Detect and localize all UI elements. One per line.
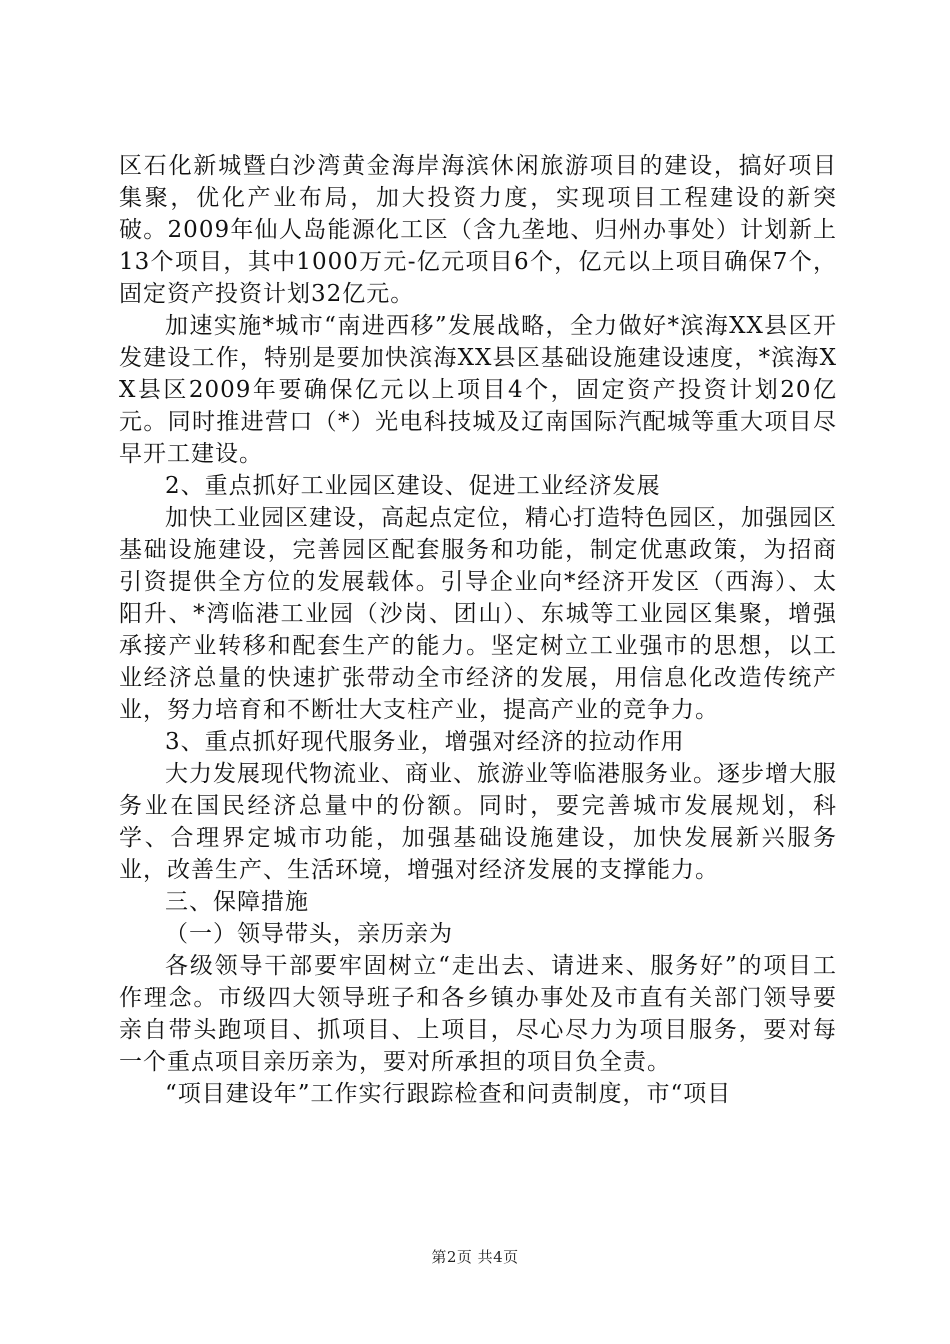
page-number-label: 第2页 共4页 — [431, 1248, 519, 1266]
document-body — [119, 150, 837, 1110]
section-heading-safeguards: 三、保障措施 — [165, 889, 309, 915]
paragraph-continuation: 区石化新城暨白沙湾黄金海岸海滨休闲旅游项目的建设，搞好项目集聚，优化产业布局，加大投资力度，实现项目工程建设的新突破。2009年仙人岛能源化工区（含九垄地、归州办事处）计划新上13个项目，其中1000万元-亿元项目6个，亿元以上项目确保7个，固定资产投资计划32亿元。 — [119, 153, 837, 307]
paragraph-south-west-strategy: 加速实施*城市“南进西移”发展战略，全力做好*滨海XX县区开发建设工作，特别是要加快滨海XX县区基础设施建设速度，*滨海XX县区2009年要确保亿元以上项目4个，固定资产投资计划20亿元。同时推进营口（*）光电科技城及辽南国际汽配城等重大项目尽早开工建设。 — [119, 313, 837, 467]
paragraph-modern-services: 大力发展现代物流业、商业、旅游业等临港服务业。逐步增大服务业在国民经济总量中的份额。同时，要完善城市发展规划，科学、合理界定城市功能，加强基础设施建设，加快发展新兴服务业，改善生产、生活环境，增强对经济发展的支撑能力。 — [119, 761, 837, 883]
paragraph-project-year: “项目建设年”工作实行跟踪检查和问责制度，市“项目 — [165, 1081, 732, 1107]
page-footer — [0, 1246, 950, 1267]
paragraph-industrial-parks: 加快工业园区建设，高起点定位，精心打造特色园区，加强园区基础设施建设，完善园区配套服务和功能，制定优惠政策，为招商引资提供全方位的发展载体。引导企业向*经济开发区（西海）、太阳升、*湾临港工业园（沙岗、团山）、东城等工业园区集聚，增强承接产业转移和配套生产的能力。坚定树立工业强市的思想，以工业经济总量的快速扩张带动全市经济的发展，用信息化改造传统产业，努力培育和不断壮大支柱产业，提高产业的竞争力。 — [119, 505, 837, 723]
section-heading-industrial-parks: 2、重点抓好工业园区建设、促进工业经济发展 — [165, 473, 661, 499]
subsection-heading-leadership: （一）领导带头，亲历亲为 — [165, 921, 453, 947]
paragraph-leadership: 各级领导干部要牢固树立“走出去、请进来、服务好”的项目工作理念。市级四大领导班子和各乡镇办事处及市直有关部门领导要亲自带头跑项目、抓项目、上项目，尽心尽力为项目服务，要对每一个重点项目亲历亲为，要对所承担的项目负全责。 — [119, 953, 837, 1075]
section-heading-modern-services: 3、重点抓好现代服务业，增强对经济的拉动作用 — [165, 729, 685, 755]
